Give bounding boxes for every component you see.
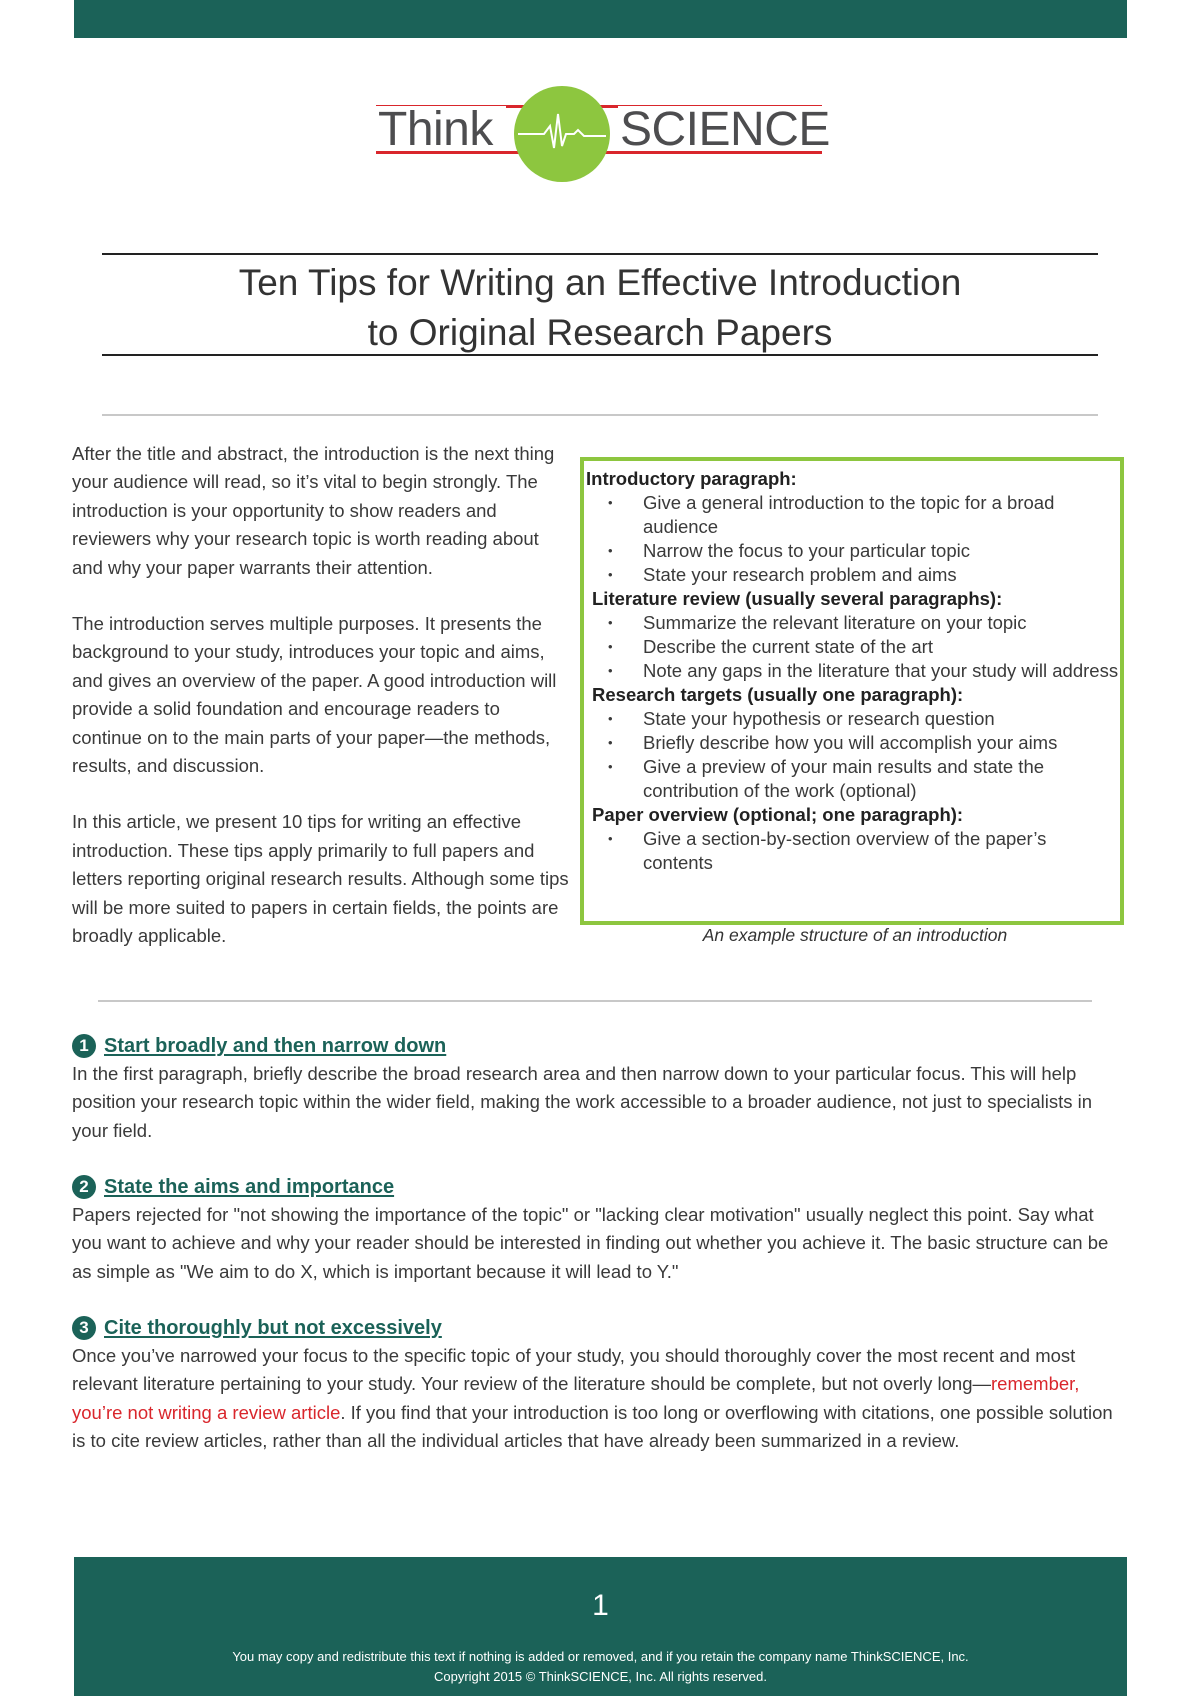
tip-number-badge: 1: [72, 1034, 96, 1058]
tip-heading: [72, 1032, 1128, 1060]
tip-body: In the first paragraph, briefly describe the broad research area and then narrow down to your particular focus. This will help position your research topic within the wider field, making the work accessible to a broader audience, not just to specialists in your field.: [72, 1063, 1093, 1141]
bullet-icon: •: [608, 831, 613, 846]
tip-body: Once you’ve narrowed your focus to the specific topic of your study, you should thoroughly cover the most recent and most relevant literature pertaining to your study. Your review of the literature should be complete, but not overly long—remember, you’re not writing a review article. If you find that your introduction is too long or overflowing with citations, one possible solution is to cite review articles, rather than all the individual articles that have already been summarized in a review.: [72, 1345, 1113, 1452]
thinkscience-logo: [376, 86, 830, 182]
box-list: [584, 491, 1120, 587]
tip-number-badge: 2: [72, 1175, 96, 1199]
box-section-paper-overview: [584, 803, 1120, 875]
box-list-item: • Briefly describe how you will accomplish your aims: [608, 732, 1058, 753]
title-top-rule: [102, 253, 1098, 255]
heartbeat-circle-icon: [514, 86, 610, 182]
section-divider-top: [102, 414, 1098, 416]
tip-1: [72, 1032, 1128, 1145]
box-list-item: • Give a preview of your main results and state the contribution of the work (optional): [608, 756, 1045, 801]
section-divider-middle: [98, 1000, 1092, 1002]
box-section-research-targets: [584, 683, 1120, 803]
box-list: [584, 827, 1120, 875]
tip-number-badge: 3: [72, 1316, 96, 1340]
title-line-2: to Original Research Papers: [367, 312, 833, 353]
page-title: [102, 258, 1098, 358]
bullet-icon: •: [608, 711, 613, 726]
footer-copyright: Copyright 2015 © ThinkSCIENCE, Inc. All rights reserved.: [433, 1669, 768, 1684]
title-line-1: Ten Tips for Writing an Effective Introduction: [238, 262, 962, 303]
box-heading: Introductory paragraph:: [586, 468, 797, 489]
tip-title: State the aims and importance: [104, 1175, 395, 1198]
tip-title: Cite thoroughly but not excessively: [104, 1316, 442, 1339]
intro-text: [72, 440, 572, 979]
tip-heading: [72, 1173, 1128, 1201]
box-list: [584, 707, 1120, 803]
page-number: 1: [592, 1589, 609, 1622]
top-header-band: [74, 0, 1127, 38]
highlighted-remark: remember, you’re not writing a review article: [72, 1373, 1080, 1423]
bullet-icon: •: [608, 567, 613, 582]
box-list-item: • Narrow the focus to your particular topic: [608, 540, 970, 561]
intro-paragraph-3: In this article, we present 10 tips for writing an effective introduction. These tips apply primarily to full papers and letters reporting original research results. Although some tips will be more suited to papers in certain fields, the points are broadly applicable.: [72, 811, 569, 947]
box-list-item: • Describe the current state of the art: [608, 636, 933, 657]
box-list-item: • State your hypothesis or research question: [608, 708, 995, 729]
bullet-icon: •: [608, 543, 613, 558]
logo-word-think: Think: [378, 103, 493, 156]
box-list: [584, 611, 1120, 683]
box-list-item: • Summarize the relevant literature on your topic: [608, 612, 1027, 633]
box-caption: An example structure of an introduction: [702, 925, 1008, 945]
tip-3: [72, 1314, 1128, 1456]
box-heading: Research targets (usually one paragraph):: [592, 684, 964, 705]
tip-title: Start broadly and then narrow down: [104, 1034, 447, 1057]
bullet-icon: •: [608, 615, 613, 630]
page-footer: [74, 1557, 1127, 1696]
tip-body: Papers rejected for "not showing the importance of the topic" or "lacking clear motivation" usually neglect this point. Say what you want to achieve and why your reader should be interested in finding out whether you achieve it. The basic structure can be as simple as "We aim to do X, which is important because it will lead to Y.": [72, 1204, 1109, 1282]
box-heading: Paper overview (optional; one paragraph):: [592, 804, 964, 825]
intro-paragraph-2: The introduction serves multiple purposes. It presents the background to your study, introduces your topic and aims, and gives an overview of the paper. A good introduction will provide a solid foundation and encourage readers to continue on to the main parts of your paper—the methods, results, and discussion.: [72, 613, 557, 777]
bullet-icon: •: [608, 495, 613, 510]
logo-word-science: SCIENCE: [620, 103, 830, 156]
tip-heading: [72, 1314, 1128, 1342]
bullet-icon: •: [608, 759, 613, 774]
bullet-icon: •: [608, 735, 613, 750]
bullet-icon: •: [608, 639, 613, 654]
box-section-literature: [584, 587, 1120, 683]
intro-structure-box: [580, 457, 1124, 925]
intro-paragraph-1: After the title and abstract, the introduction is the next thing your audience will read, so it’s vital to begin strongly. The introduction is your opportunity to show readers and reviewers why your research topic is worth reading about and why your paper warrants their attention.: [72, 443, 555, 578]
footer-license-text: You may copy and redistribute this text if nothing is added or removed, and if you retain the company name ThinkSCIENCE, Inc.: [232, 1649, 969, 1664]
tip-2: [72, 1173, 1128, 1286]
bullet-icon: •: [608, 663, 613, 678]
box-section-introductory: [584, 461, 1120, 587]
box-list-item: • State your research problem and aims: [608, 564, 957, 585]
title-bottom-rule: [102, 354, 1098, 356]
box-heading: Literature review (usually several paragraphs):: [592, 588, 1003, 609]
box-list-item: • Give a section-by-section overview of the paper’s contents: [608, 828, 1047, 873]
box-list-item: • Give a general introduction to the topic for a broad audience: [608, 492, 1055, 537]
box-list-item: • Note any gaps in the literature that your study will address: [608, 660, 1119, 681]
